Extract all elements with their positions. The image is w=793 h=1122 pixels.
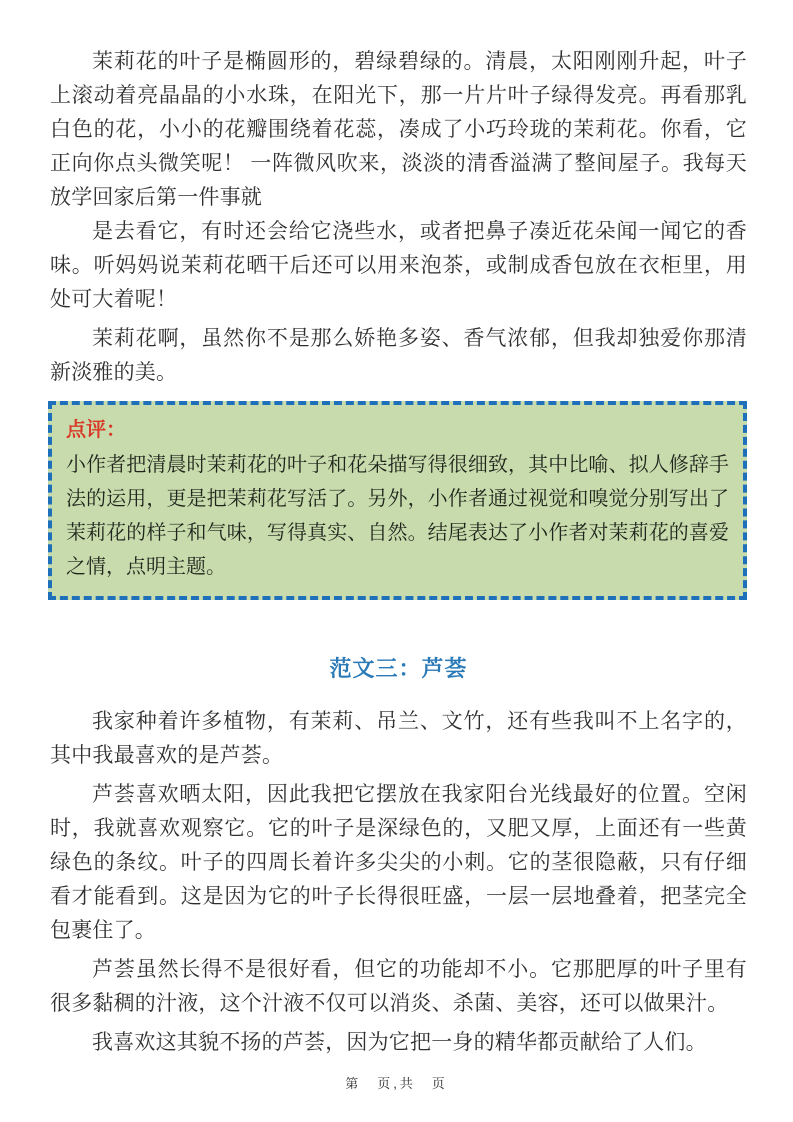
jasmine-paragraph-1: 茉莉花的叶子是椭圆形的，碧绿碧绿的。清晨，太阳刚刚升起，叶子上滚动着亮晶晶的小水珠，在阳光下，那一片片叶子绿得发亮。再看那乳白色的花，小小的花瓣围绕着花蕊，凑成了小巧玲珑的茉莉花。你看，它正向你点头微笑呢！ 一阵微风吹来，淡淡的清香溢满了整间屋子。我每天放学回家后第一件事就 <box>50 49 747 209</box>
page-number-text: 第 页,共 页 <box>345 1076 448 1091</box>
jasmine-paragraph-3: 茉莉花啊，虽然你不是那么娇艳多姿、香气浓郁，但我却独爱你那清新淡雅的美。 <box>50 326 747 384</box>
aloe-paragraph-4: 我喜欢这其貌不扬的芦荟，因为它把一身的精华都贡献给了人们。 <box>92 1030 707 1054</box>
teacher-comment-box <box>48 401 747 600</box>
essay3-title: 范文三：芦荟 <box>329 656 468 681</box>
aloe-paragraph-3: 芦荟虽然长得不是很好看，但它的功能却不小。它那肥厚的叶子里有很多黏稠的汁液，这个汁液不仅可以消炎、杀菌、美容，还可以做果汁。 <box>50 957 747 1015</box>
jasmine-paragraph-2: 是去看它，有时还会给它浇些水，或者把鼻子凑近花朵闻一闻它的香味。听妈妈说茉莉花晒干后还可以用来泡茶，或制成香包放在衣柜里，用处可大着呢！ <box>50 219 747 311</box>
aloe-paragraph-2: 芦荟喜欢晒太阳，因此我把它摆放在我家阳台光线最好的位置。空闲时，我就喜欢观察它。它的叶子是深绿色的，又肥又厚，上面还有一些黄绿色的条纹。叶子的四周长着许多尖尖的小刺。它的茎很隐蔽，只有仔细看才能看到。这是因为它的叶子长得很旺盛，一层一层地叠着，把茎完全包裹住了。 <box>50 782 747 942</box>
comment-text: 小作者把清晨时茉莉花的叶子和花朵描写得很细致，其中比喻、拟人修辞手法的运用，更是把茉莉花写活了。另外，小作者通过视觉和嗅觉分别写出了茉莉花的样子和气味，写得真实、自然。结尾表达了小作者对茉莉花的喜爱之情，点明主题。 <box>66 454 729 578</box>
page-footer <box>0 1073 793 1092</box>
comment-label: 点评： <box>66 419 126 441</box>
aloe-paragraph-1: 我家种着许多植物，有茉莉、吊兰、文竹，还有些我叫不上名字的，其中我最喜欢的是芦荟。 <box>50 709 747 767</box>
